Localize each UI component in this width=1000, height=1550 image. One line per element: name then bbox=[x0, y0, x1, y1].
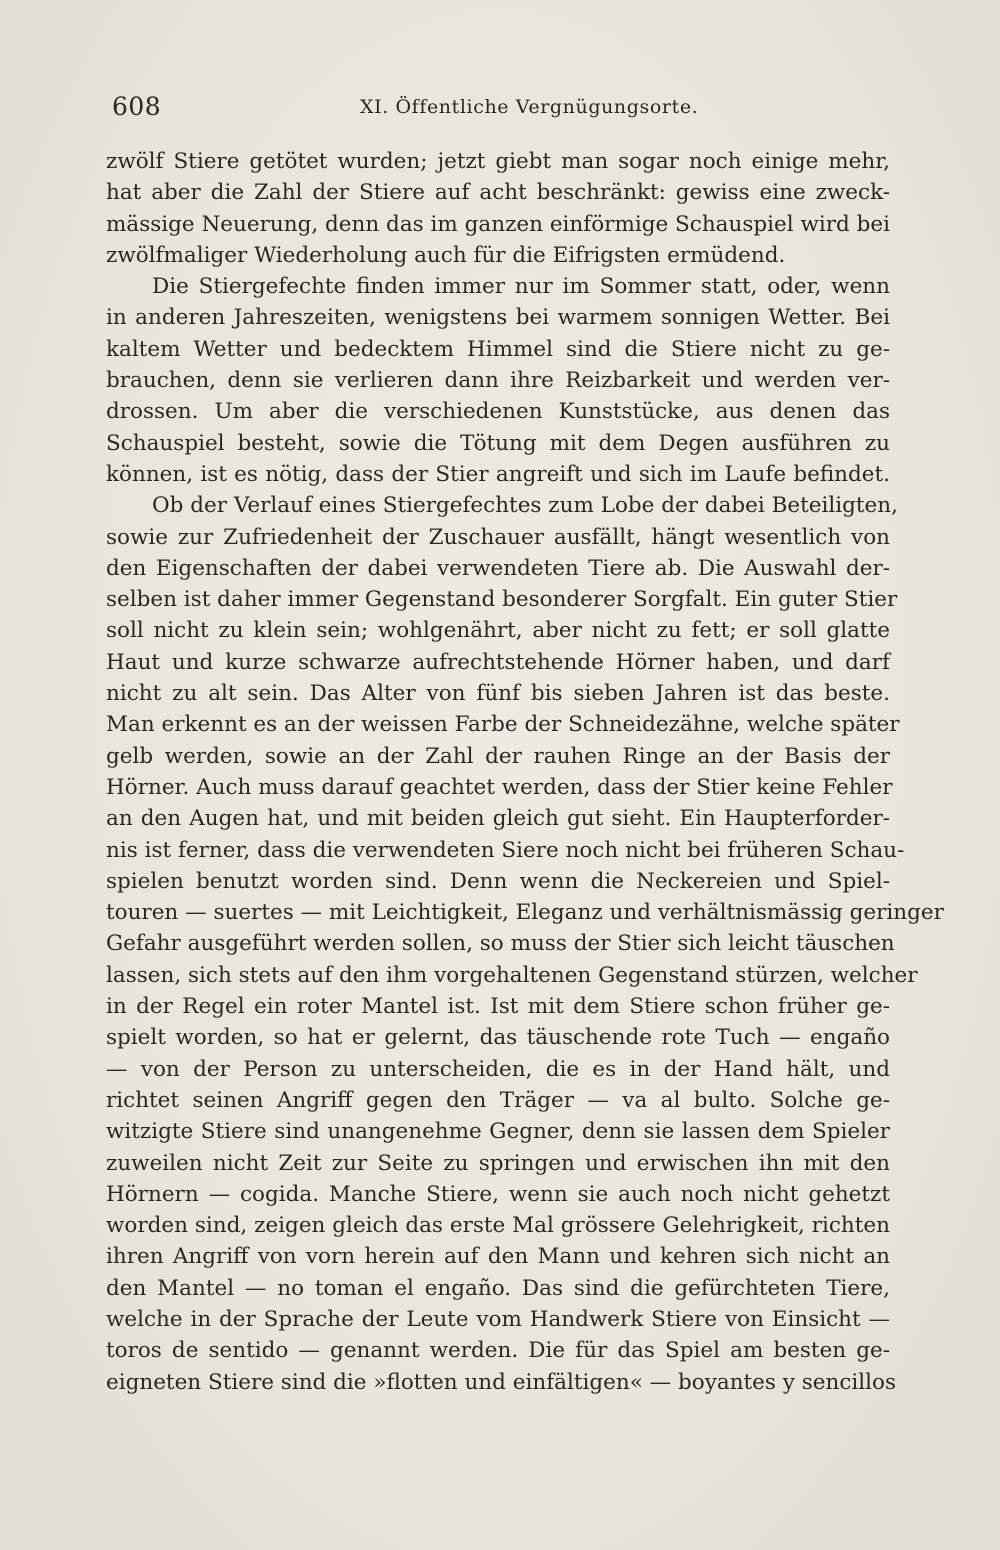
text-line: den Mantel — no toman el engaño. Das sind die gefürchteten Tiere, bbox=[106, 1275, 890, 1301]
text-line: soll nicht zu klein sein; wohlgenährt, aber nicht zu fett; er soll glatte bbox=[106, 618, 890, 644]
text-line: sowie zur Zufriedenheit der Zuschauer ausfällt, hängt wesentlich von bbox=[106, 524, 890, 550]
text-line: — von der Person zu unterscheiden, die es in der Hand hält, und bbox=[106, 1056, 890, 1082]
text-line: Hörnern — cogida. Manche Stiere, wenn sie auch noch nicht gehetzt bbox=[106, 1181, 890, 1207]
text-line: brauchen, denn sie verlieren dann ihre Reizbarkeit und werden ver- bbox=[106, 368, 890, 394]
text-line: Man erkennt es an der weissen Farbe der Schneidezähne, welche später bbox=[106, 712, 900, 738]
text-line: können, ist es nötig, dass der Stier angreift und sich im Laufe befindet. bbox=[106, 461, 890, 487]
text-line: nicht zu alt sein. Das Alter von fünf bis sieben Jahren ist das beste. bbox=[106, 681, 890, 707]
text-line: welche in der Sprache der Leute vom Handwerk Stiere von Einsicht — bbox=[106, 1306, 890, 1332]
text-line: gelb werden, sowie an der Zahl der rauhen Ringe an der Basis der bbox=[106, 743, 890, 769]
text-line: an den Augen hat, und mit beiden gleich gut sieht. Ein Haupterforder- bbox=[106, 806, 890, 832]
text-line: Die Stiergefechte finden immer nur im Sommer statt, oder, wenn bbox=[152, 274, 890, 300]
text-line: den Eigenschaften der dabei verwendeten Tiere ab. Die Auswahl der- bbox=[106, 555, 890, 581]
text-line: zwölfmaliger Wiederholung auch für die Eifrigsten ermüdend. bbox=[106, 242, 786, 268]
text-line: richtet seinen Angriff gegen den Träger — va al bulto. Solche ge- bbox=[106, 1087, 890, 1113]
page-header bbox=[112, 92, 892, 126]
text-line: kaltem Wetter und bedecktem Himmel sind die Stiere nicht zu ge- bbox=[106, 336, 890, 362]
text-line: selben ist daher immer Gegenstand besonderer Sorgfalt. Ein guter Stier bbox=[106, 587, 898, 613]
text-line: Ob der Verlauf eines Stiergefechtes zum Lobe der dabei Beteiligten, bbox=[152, 493, 898, 519]
text-line: Schauspiel besteht, sowie die Tötung mit dem Degen ausführen zu bbox=[106, 430, 890, 456]
text-line: worden sind, zeigen gleich das erste Mal grössere Gelehrigkeit, richten bbox=[106, 1213, 890, 1239]
text-line: Hörner. Auch muss darauf geachtet werden, dass der Stier keine Fehler bbox=[106, 774, 893, 800]
text-line: Gefahr ausgeführt werden sollen, so muss der Stier sich leicht täuschen bbox=[106, 931, 895, 957]
text-line: spielt worden, so hat er gelernt, das täuschende rote Tuch — engaño bbox=[106, 1025, 890, 1051]
text-line: Haut und kurze schwarze aufrechtstehende Hörner haben, und darf bbox=[106, 649, 890, 675]
text-line: lassen, sich stets auf den ihm vorgehaltenen Gegenstand stürzen, welcher bbox=[106, 962, 918, 988]
body-text bbox=[106, 146, 944, 1398]
running-head: XI. Öffentliche Vergnügungsorte. bbox=[360, 96, 699, 118]
text-line: drossen. Um aber die verschiedenen Kunststücke, aus denen das bbox=[106, 399, 890, 425]
text-line: ihren Angriff von vorn herein auf den Mann und kehren sich nicht an bbox=[106, 1244, 890, 1270]
text-line: eigneten Stiere sind die »flotten und einfältigen« — boyantes y sencillos bbox=[106, 1369, 896, 1395]
text-line: hat aber die Zahl der Stiere auf acht beschränkt: gewiss eine zweck- bbox=[106, 180, 890, 206]
text-line: witzigte Stiere sind unangenehme Gegner, denn sie lassen dem Spieler bbox=[106, 1119, 890, 1145]
text-line: spielen benutzt worden sind. Denn wenn die Neckereien und Spiel- bbox=[106, 868, 890, 894]
text-line: in der Regel ein roter Mantel ist. Ist mit dem Stiere schon früher ge- bbox=[106, 994, 890, 1020]
page-number: 608 bbox=[112, 92, 162, 121]
text-line: touren — suertes — mit Leichtigkeit, Eleganz und verhältnismässig geringer bbox=[106, 900, 944, 926]
text-line: toros de sentido — genannt werden. Die für das Spiel am besten ge- bbox=[106, 1338, 890, 1364]
text-line: mässige Neuerung, denn das im ganzen einförmige Schauspiel wird bei bbox=[106, 211, 890, 237]
text-line: in anderen Jahreszeiten, wenigstens bei warmem sonnigen Wetter. Bei bbox=[106, 305, 890, 331]
text-line: zuweilen nicht Zeit zur Seite zu springen und erwischen ihn mit den bbox=[106, 1150, 890, 1176]
text-line: nis ist ferner, dass die verwendeten Siere noch nicht bei früheren Schau- bbox=[106, 837, 905, 863]
text-line: zwölf Stiere getötet wurden; jetzt giebt man sogar noch einige mehr, bbox=[106, 149, 890, 174]
